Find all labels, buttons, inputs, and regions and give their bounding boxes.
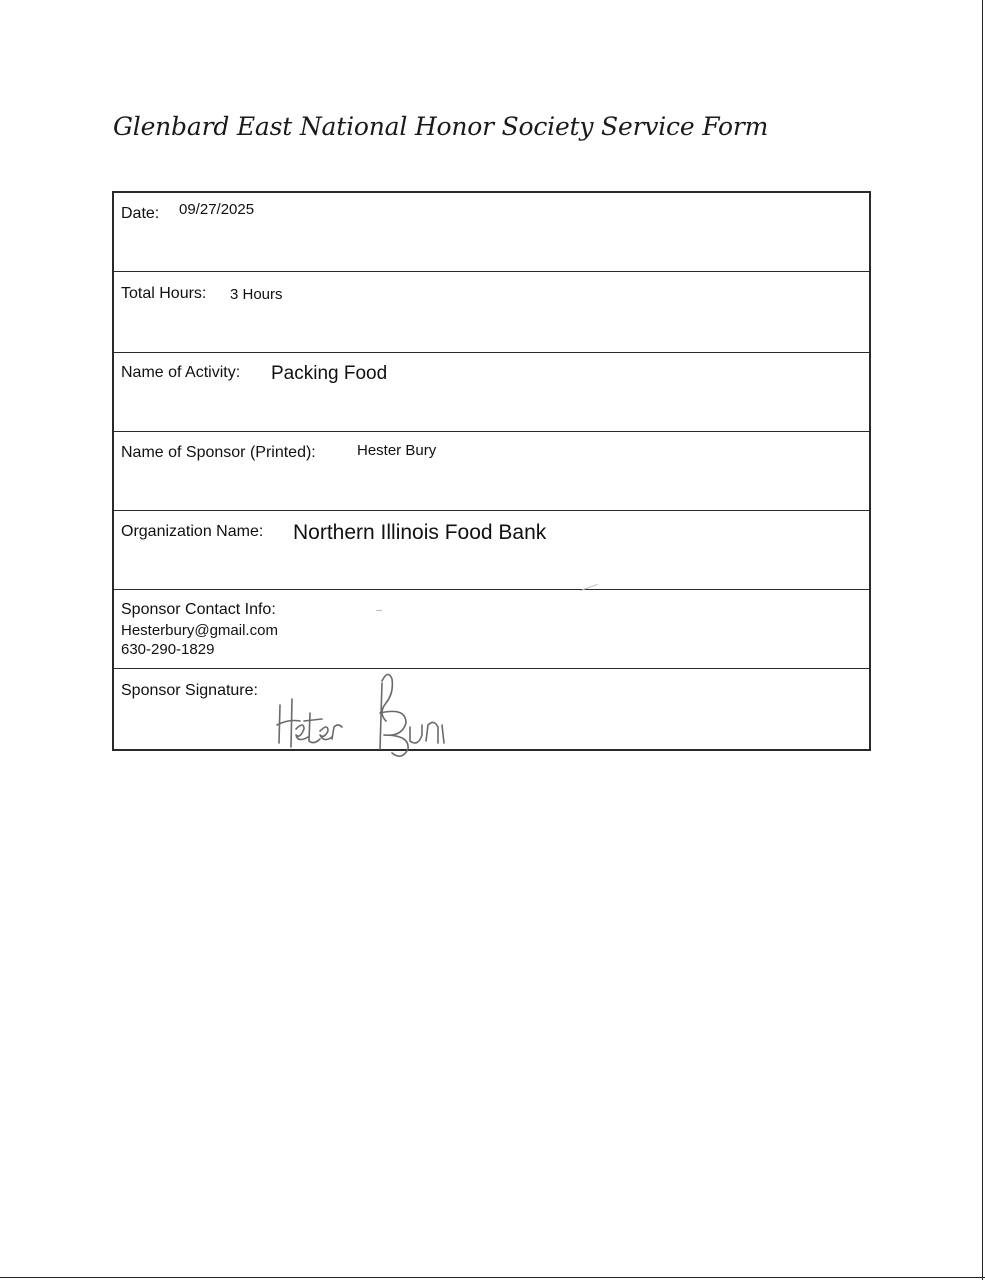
organization-value[interactable]: Northern Illinois Food Bank <box>293 521 547 544</box>
signature-row <box>114 669 869 749</box>
activity-value[interactable]: Packing Food <box>271 363 388 384</box>
signature-label: Sponsor Signature: <box>121 682 258 699</box>
date-row <box>114 193 869 272</box>
sponsor-name-row <box>114 432 869 511</box>
handwritten-signature <box>274 669 454 759</box>
date-label: Date: <box>121 205 160 222</box>
activity-row <box>114 353 869 432</box>
contact-label: Sponsor Contact Info: <box>121 601 276 618</box>
contact-row <box>114 590 869 669</box>
stray-mark <box>376 610 382 611</box>
page-edge-bottom <box>0 1277 985 1278</box>
page-edge-right <box>982 0 983 1280</box>
sponsor-name-value[interactable]: Hester Bury <box>357 442 437 459</box>
contact-phone[interactable]: 630-290-1829 <box>121 641 215 658</box>
date-value[interactable]: 09/27/2025 <box>179 201 255 218</box>
activity-label: Name of Activity: <box>121 364 241 381</box>
form-title: Glenbard East National Honor Society Service Form <box>113 112 769 141</box>
total-hours-label: Total Hours: <box>121 285 207 302</box>
total-hours-value[interactable]: 3 Hours <box>230 286 283 303</box>
sponsor-name-label: Name of Sponsor (Printed): <box>121 444 316 461</box>
total-hours-row <box>114 272 869 353</box>
organization-row <box>114 511 869 590</box>
organization-label: Organization Name: <box>121 523 264 540</box>
contact-email[interactable]: Hesterbury@gmail.com <box>121 622 278 639</box>
service-form-table <box>112 191 871 751</box>
